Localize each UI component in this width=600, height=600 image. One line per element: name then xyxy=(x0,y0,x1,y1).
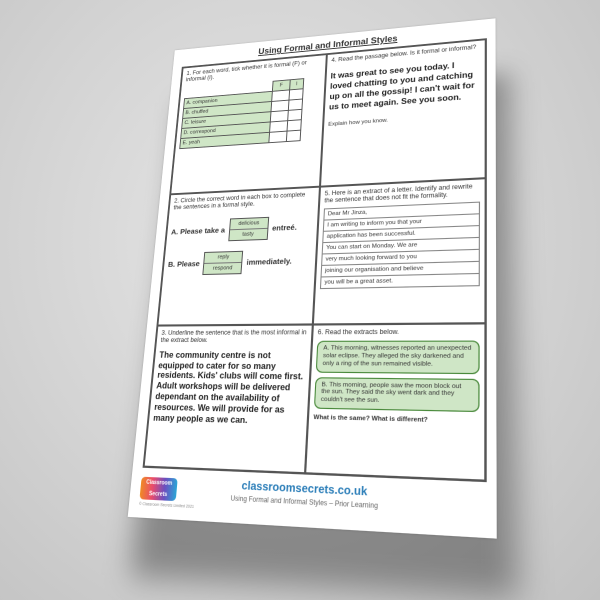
question-1 xyxy=(170,54,327,194)
word-cell: C. leisure xyxy=(182,112,271,129)
sentence-b-suffix: immediately. xyxy=(246,256,292,268)
choice-box-a xyxy=(228,217,269,241)
question-4 xyxy=(320,39,486,186)
tick-table xyxy=(179,78,304,149)
q6-instruction: 6. Read the extracts below. xyxy=(317,327,400,336)
choice-option[interactable]: respond xyxy=(204,262,242,274)
letter-line: joining our organisation and believe xyxy=(322,262,479,278)
worksheet-title: Using Formal and Informal Styles xyxy=(258,33,398,57)
question-3 xyxy=(144,324,313,473)
extract-a: A. This morning, witnesses reported an unexpected solar eclipse. They alleged the sky darkened and only a ring of the sun remained visible. xyxy=(316,340,480,374)
letter-line: I am writing to inform you that your xyxy=(324,215,479,232)
question-2 xyxy=(157,187,319,325)
site-url[interactable]: classroomsecrets.co.uk xyxy=(241,480,368,499)
letter-line: you will be a great asset. xyxy=(324,278,393,287)
word-cell: A. companion xyxy=(184,92,273,109)
letter-line: Dear Mr Jinza, xyxy=(324,203,479,221)
sentence-a-prefix: A. Please take a xyxy=(170,225,226,237)
q5-instruction: 5. Here is an extract of a letter. Identify and rewrite the sentence that does not fit the formality. xyxy=(324,183,473,205)
footer-subtitle: Using Formal and Informal Styles – Prior Learning xyxy=(230,495,379,511)
sentence-b xyxy=(167,249,312,276)
letter-line: very much looking forward to you xyxy=(322,250,479,266)
q3-instruction: 3. Underline the sentence that is the most informal in the extract below. xyxy=(160,328,307,344)
letter-extract xyxy=(320,202,480,290)
q3-extract: The community centre is not equipped to cater for so many residents. Kids' clubs will come first. Adult workshops will be delivered dependant on the availability of resources. We will provide for as many people as we can. xyxy=(152,350,304,426)
extract-b: B. This morning, people saw the moon block out the sun. They said the sky went dark and they couldn't see the sun. xyxy=(314,377,480,413)
q4-instruction: 4. Read the passage below. Is it formal or informal? xyxy=(331,43,477,64)
logo: Classroom Secrets xyxy=(139,477,177,501)
choice-box-b xyxy=(203,251,244,275)
q4-prompt: Explain how you know. xyxy=(328,117,389,128)
word-cell: D. correspond xyxy=(181,122,271,139)
sentence-b-prefix: B. Please xyxy=(167,259,201,270)
sentence-a xyxy=(170,215,313,243)
word-cell: B. chuffed xyxy=(183,102,272,119)
header-f: F xyxy=(272,80,290,92)
copyright: © Classroom Secrets Limited 2021 xyxy=(138,501,195,510)
q2-instruction: 2. Circle the correct word in each box to complete the sentences in a formal style. xyxy=(173,191,306,212)
choice-option[interactable]: reply xyxy=(217,254,230,261)
q1-instruction: 1. For each word, tick whether it is formal (F) or informal (I). xyxy=(185,59,307,84)
question-6 xyxy=(305,323,485,481)
sentence-a-suffix: entreé. xyxy=(271,223,298,234)
choice-option[interactable]: delicious xyxy=(238,220,260,228)
letter-line: You can start on Monday. We are xyxy=(323,238,479,254)
tick-box-i[interactable] xyxy=(286,130,301,141)
word-cell: E. yeah xyxy=(180,133,270,149)
question-grid xyxy=(143,38,487,482)
q6-prompt: What is the same? What is different? xyxy=(313,414,428,425)
q4-passage: It was great to see you today. I loved chatting to you and catching up on all the gossip! I can't wait for us to meet again. See you soon. xyxy=(328,60,475,112)
tick-box-f[interactable] xyxy=(269,131,287,143)
header-i: I xyxy=(289,79,303,90)
worksheet xyxy=(128,18,497,538)
question-5 xyxy=(313,178,486,324)
choice-option[interactable]: tasty xyxy=(229,228,267,240)
letter-line: application has been successful. xyxy=(323,226,479,243)
